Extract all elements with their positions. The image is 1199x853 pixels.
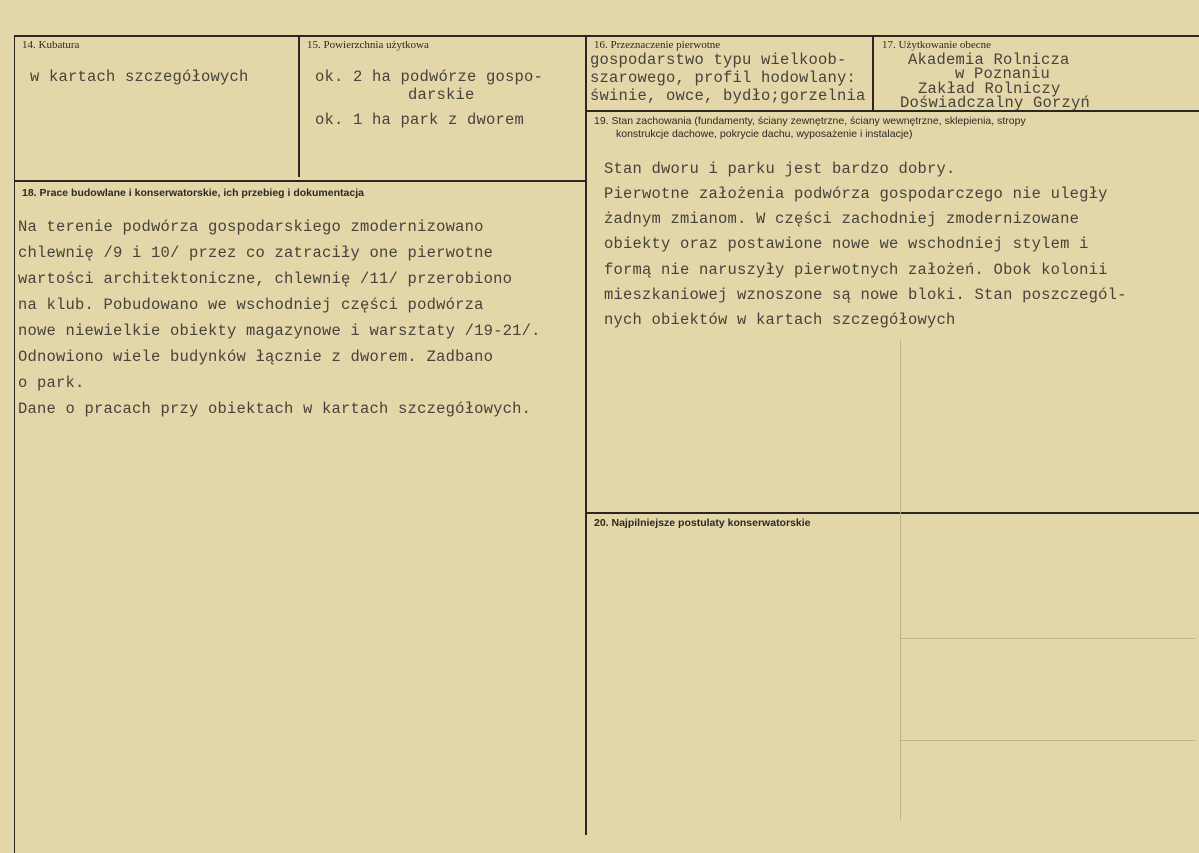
section16-header: 16. Przeznaczenie pierwotne xyxy=(594,39,721,51)
section19-line-4: obiekty oraz postawione nowe we wschodniej stylem i xyxy=(604,235,1089,253)
section16-line-3: świnie, owce, bydło;gorzelnia xyxy=(590,87,866,105)
faint-guide-vertical xyxy=(900,340,901,820)
line-19-20 xyxy=(586,512,1199,514)
section19-line-5: formą nie naruszyły pierwotnych założeń. Obok kolonii xyxy=(604,261,1108,279)
section16-line-1: gospodarstwo typu wielkoob- xyxy=(590,51,847,69)
section15-line-2: darskie xyxy=(408,86,475,104)
section15-line-1: ok. 2 ha podwórze gospo- xyxy=(315,68,544,86)
section18-line-3: wartości architektoniczne, chlewnię /11/ przerobiono xyxy=(18,270,513,288)
section19-header-line-1: 19. Stan zachowania (fundamenty, ściany zewnętrzne, ściany wewnętrzne, sklepienia, stropy xyxy=(594,115,1026,127)
section19-header-line-2: konstrukcje dachowe, pokrycie dachu, wyposażenie i instalacje) xyxy=(616,128,913,140)
faint-guide-h2 xyxy=(900,740,1195,741)
section15-line-3: ok. 1 ha park z dworem xyxy=(315,111,525,129)
section19-line-2: Pierwotne założenia podwórza gospodarczego nie uległy xyxy=(604,185,1108,203)
section19-line-1: Stan dworu i parku jest bardzo dobry. xyxy=(604,160,956,178)
section17-header: 17. Użytkowanie obecne xyxy=(882,39,992,51)
faint-guide-h1 xyxy=(900,638,1195,639)
section18-header: 18. Prace budowlane i konserwatorskie, ich przebieg i dokumentacja xyxy=(22,187,364,199)
frame-top-line xyxy=(14,35,1199,37)
section18-line-4: na klub. Pobudowano we wschodniej części podwórza xyxy=(18,296,484,314)
section17-line-3: Zakład Rolniczy xyxy=(918,80,1061,98)
line-right-row1-bottom xyxy=(586,110,1199,112)
divider-main-vertical xyxy=(585,35,587,835)
section18-line-5: nowe niewielkie obiekty magazynowe i warsztaty /19-21/. xyxy=(18,322,541,340)
section20-header: 20. Najpilniejsze postulaty konserwatorskie xyxy=(594,517,811,529)
section19-line-7: nych obiektów w kartach szczegółowych xyxy=(604,311,956,329)
section15-header: 15. Powierzchnia użytkowa xyxy=(307,39,429,51)
section17-line-4: Doświadczalny Gorzyń xyxy=(900,94,1091,112)
section14-value: w kartach szczegółowych xyxy=(30,68,249,86)
frame-left-line xyxy=(14,35,15,853)
section17-line-1: Akademia Rolnicza xyxy=(908,51,1070,69)
section14-header: 14. Kubatura xyxy=(22,39,80,51)
section19-line-3: żadnym zmianom. W części zachodniej zmodernizowane xyxy=(604,210,1080,228)
line-left-row1-bottom xyxy=(14,180,586,182)
section19-line-6: mieszkaniowej wznoszone są nowe bloki. Stan poszczegól- xyxy=(604,286,1127,304)
section18-line-6: Odnowiono wiele budynków łącznie z dworem. Zadbano xyxy=(18,348,494,366)
section18-line-7: o park. xyxy=(18,374,85,392)
section18-line-2: chlewnię /9 i 10/ przez co zatraciły one pierwotne xyxy=(18,244,494,262)
divider-16-17 xyxy=(872,35,874,110)
section18-line-8: Dane o pracach przy obiektach w kartach szczegółowych. xyxy=(18,400,532,418)
section17-line-2: w Poznaniu xyxy=(955,65,1051,83)
section18-line-1: Na terenie podwórza gospodarskiego zmodernizowano xyxy=(18,218,484,236)
divider-14-15 xyxy=(298,35,300,177)
section16-line-2: szarowego, profil hodowlany: xyxy=(590,69,857,87)
